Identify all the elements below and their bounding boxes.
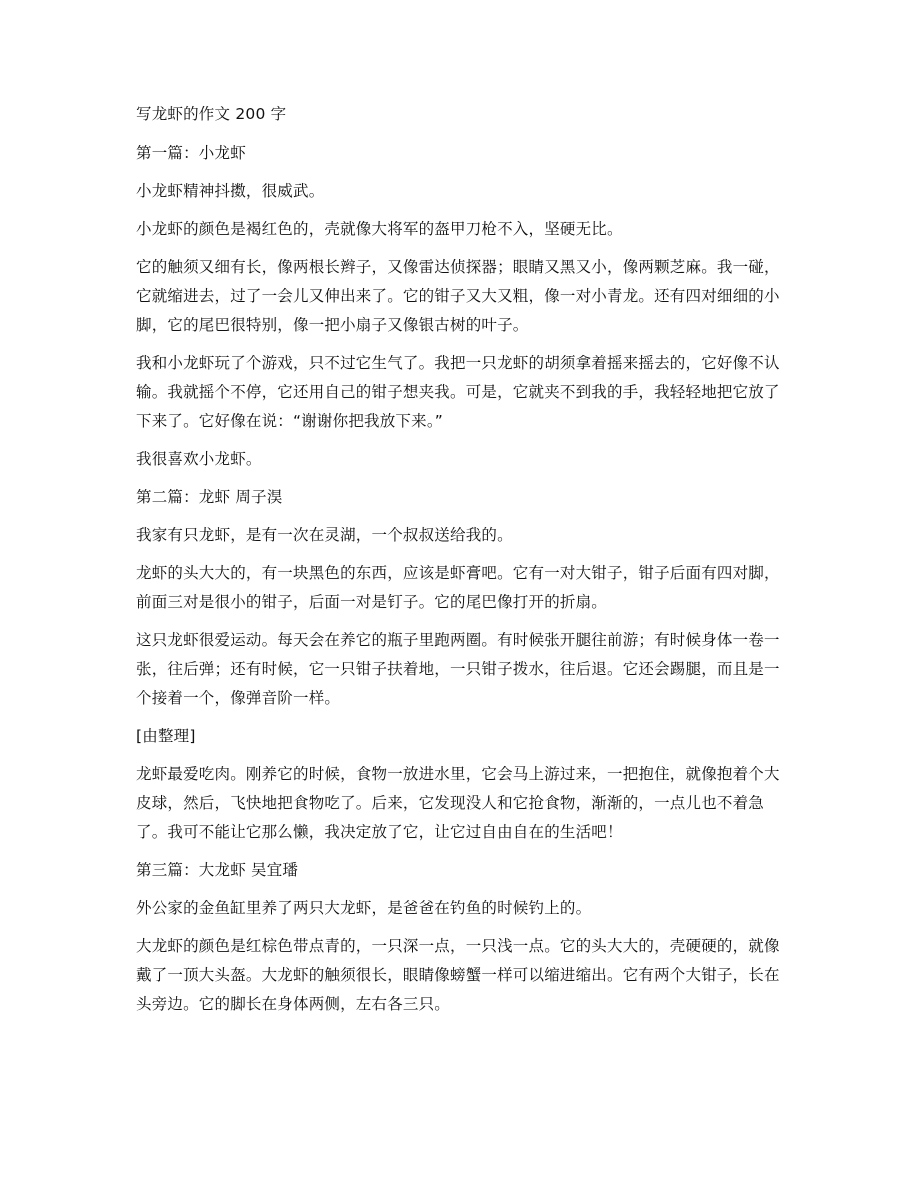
section-1-paragraph: 小龙虾的颜色是褐红色的，壳就像大将军的盔甲刀枪不入，坚硬无比。: [136, 220, 623, 238]
section-1-paragraph: 小龙虾精神抖擞，很威武。: [136, 182, 325, 200]
section-1-paragraph: 我和小龙虾玩了个游戏，只不过它生气了。我把一只龙虾的胡须拿着摇来摇去的，它好像不认输。我就摇个不停，它还用自己的钳子想夹我。可是，它就夹不到我的手，我轻轻地把它放了下来了。它好像在说：“谢谢你把我放下来。”: [136, 354, 780, 430]
section-2-paragraph: [由整理]: [136, 727, 196, 745]
section-2-heading: 第二篇：龙虾 周子淏: [136, 488, 283, 506]
document-title: 写龙虾的作文 200 字: [136, 105, 287, 123]
section-2-paragraph: 龙虾的头大大的，有一块黑色的东西，应该是虾膏吧。它有一对大钳子，钳子后面有四对脚，前面三对是很小的钳子，后面一对是钉子。它的尾巴像打开的折扇。: [136, 564, 780, 611]
section-3-paragraph: 大龙虾的颜色是红棕色带点青的，一只深一点，一只浅一点。它的头大大的，壳硬硬的，就像戴了一顶大头盔。大龙虾的触须很长，眼睛像螃蟹一样可以缩进缩出。它有两个大钳子，长在头旁边。它的脚长在身体两侧，左右各三只。: [136, 937, 780, 1013]
section-1-paragraph: 它的触须又细有长，像两根长辫子，又像雷达侦探器；眼睛又黑又小，像两颗芝麻。我一碰，它就缩进去，过了一会儿又伸出来了。它的钳子又大又粗，像一对小青龙。还有四对细细的小脚，它的尾巴很特别，像一把小扇子又像银古树的叶子。: [136, 258, 780, 334]
section-2-paragraph: 我家有只龙虾，是有一次在灵湖，一个叔叔送给我的。: [136, 526, 513, 544]
section-1-heading: 第一篇：小龙虾: [136, 144, 246, 162]
section-1-paragraph: 我很喜欢小龙虾。: [136, 450, 262, 468]
section-3-heading: 第三篇：大龙虾 吴宜璠: [136, 861, 299, 879]
document-page: [136, 100, 786, 1028]
section-2-paragraph: 龙虾最爱吃肉。刚养它的时候，食物一放进水里，它会马上游过来，一把抱住，就像抱着个大皮球，然后，飞快地把食物吃了。后来，它发现没人和它抢食物，渐渐的，一点儿也不着急了。我可不能让它那么懒，我决定放了它，让它过自由自在的生活吧！: [136, 765, 780, 841]
section-3-paragraph: 外公家的金鱼缸里养了两只大龙虾，是爸爸在钓鱼的时候钓上的。: [136, 899, 592, 917]
section-2-paragraph: 这只龙虾很爱运动。每天会在养它的瓶子里跑两圈。有时候张开腿往前游；有时候身体一卷一张，往后弹；还有时候，它一只钳子扶着地，一只钳子拨水，往后退。它还会踢腿，而且是一个接着一个，像弹音阶一样。: [136, 631, 780, 707]
